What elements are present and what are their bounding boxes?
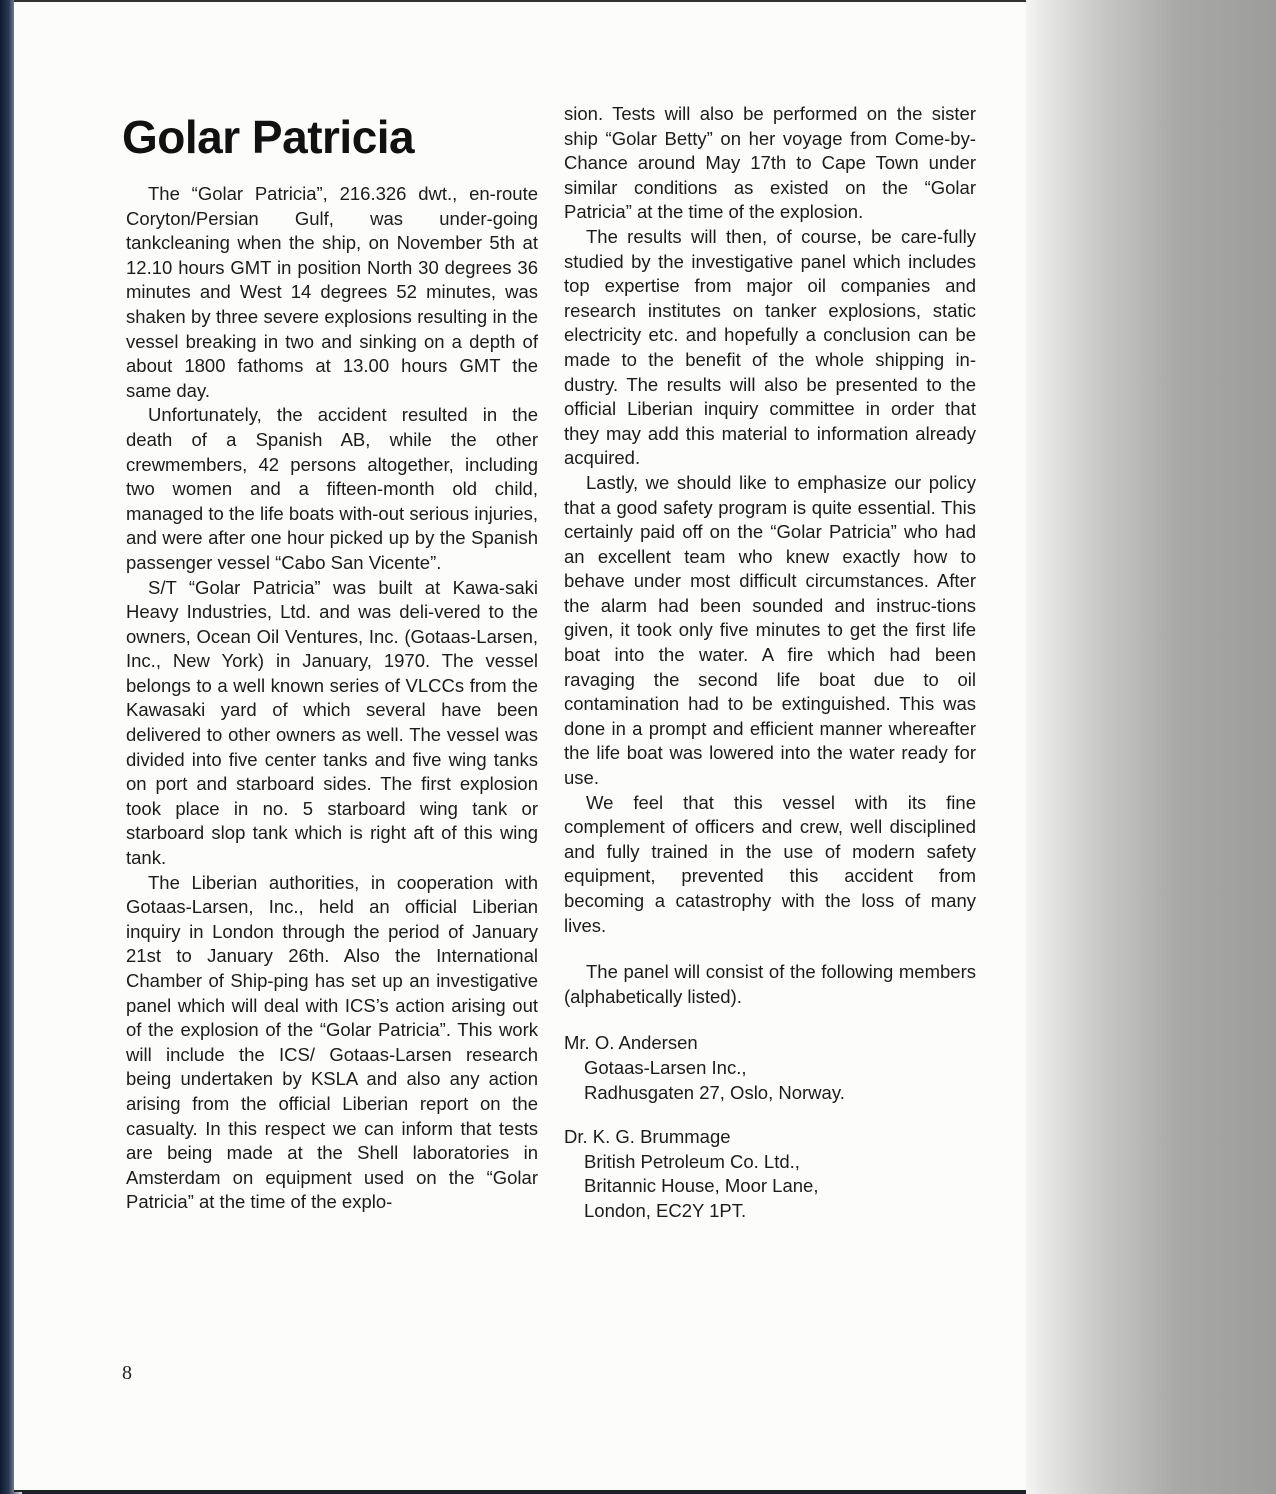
page-number: 8 <box>122 1362 132 1384</box>
paragraph-3: S/T “Golar Patricia” was built at Kawa-saki Heavy Industries, Ltd. and was deli-vered to the owners, Ocean Oil Ventures, Inc. (Gotaas-Larsen, Inc., New York) in January, 1970. The vessel belongs to a well known series of VLCCs from the Kawasaki yard of which several have been delivered to other owners as well. The vessel was divided into five center tanks and five wing tanks on port and starboard sides. The first explosion took place in no. 5 starboard wing tank or starboard slop tank which is right aft of this wing tank. <box>126 576 538 869</box>
document-page <box>14 0 1026 1492</box>
left-column <box>126 182 538 1215</box>
paragraph-1: The “Golar Patricia”, 216.326 dwt., en-route Coryton/Persian Gulf, was under-going tankcleaning when the ship, on November 5th at 12.10 hours GMT in position North 30 degrees 36 minutes and West 14 degrees 52 minutes, was shaken by three severe explosions resulting in the vessel breaking in two and sinking on a depth of about 1800 fathoms at 13.00 hours GMT the same day. <box>126 183 538 401</box>
book-spine-shadow <box>1026 0 1276 1494</box>
paragraph-6: The results will then, of course, be care-fully studied by the investigative panel which includes top expertise from major oil companies and research institutes on tanker explosions, static electricity etc. and hopefully a conclusion can be made to the benefit of the whole shipping in-dustry. The results will also be presented to the official Liberian inquiry committee in order that they may add this material to information already acquired. <box>564 225 976 469</box>
paragraph-4: The Liberian authorities, in cooperation with Gotaas-Larsen, Inc., held an official Liberian inquiry in London through the period of January 21st to January 26th. Also the International Chamber of Ship-ping has set up an investigative panel which will deal with ICS’s action arising out of the explosion of the “Golar Patricia”. This work will include the ICS/ Gotaas-Larsen research being undertaken by KSLA and also any action arising from the official Liberian report on the casualty. In this respect we can inform that tests are being made at the Shell laboratories in Amsterdam on equipment used on the “Golar Patricia” at the time of the explo- <box>126 871 538 1213</box>
paragraph-7: Lastly, we should like to emphasize our policy that a good safety program is quite essential. This certainly paid off on the “Golar Patricia” who had an excellent team who knew exactly how to behave under most difficult circumstances. After the alarm had been sounded and instruc-tions given, it took only five minutes to get the first life boat into the water. A fire which had been ravaging the second life boat due to oil contamination had to be extinguished. This was done in a prompt and efficient manner whereafter the life boat was lowered into the water ready for use. <box>564 471 976 789</box>
right-column <box>564 102 976 1224</box>
member-address-line: Gotaas-Larsen Inc., <box>584 1056 747 1078</box>
member-address-line: Britannic House, Moor Lane, <box>584 1175 819 1197</box>
panel-member <box>564 1125 976 1223</box>
article-title: Golar Patricia <box>122 111 415 163</box>
panel-member <box>564 1031 976 1105</box>
paragraph-8: We feel that this vessel with its fine complement of officers and crew, well disciplined and fully trained in the use of modern safety equipment, prevented this accident from becoming a catastrophy with the loss of many lives. <box>564 791 976 936</box>
member-name: Dr. K. G. Brummage <box>564 1126 731 1148</box>
panel-intro: The panel will consist of the following members (alphabetically listed). <box>564 961 976 1007</box>
member-name: Mr. O. Andersen <box>564 1032 698 1054</box>
paragraph-5: sion. Tests will also be performed on the sister ship “Golar Betty” on her voyage from Come-by-Chance around May 17th to Cape Town under similar conditions as existed on the “Golar Patricia” at the time of the explosion. <box>564 103 976 223</box>
member-address-line: London, EC2Y 1PT. <box>584 1199 747 1221</box>
member-address-line: British Petroleum Co. Ltd., <box>584 1150 800 1172</box>
paragraph-2: Unfortunately, the accident resulted in the death of a Spanish AB, while the other crewmembers, 42 persons altogether, including two women and a fifteen-month old child, managed to the life boats with-out serious injuries, and were after one hour picked up by the Spanish passenger vessel “Cabo San Vicente”. <box>126 404 538 573</box>
member-address-line: Radhusgaten 27, Oslo, Norway. <box>584 1081 845 1103</box>
